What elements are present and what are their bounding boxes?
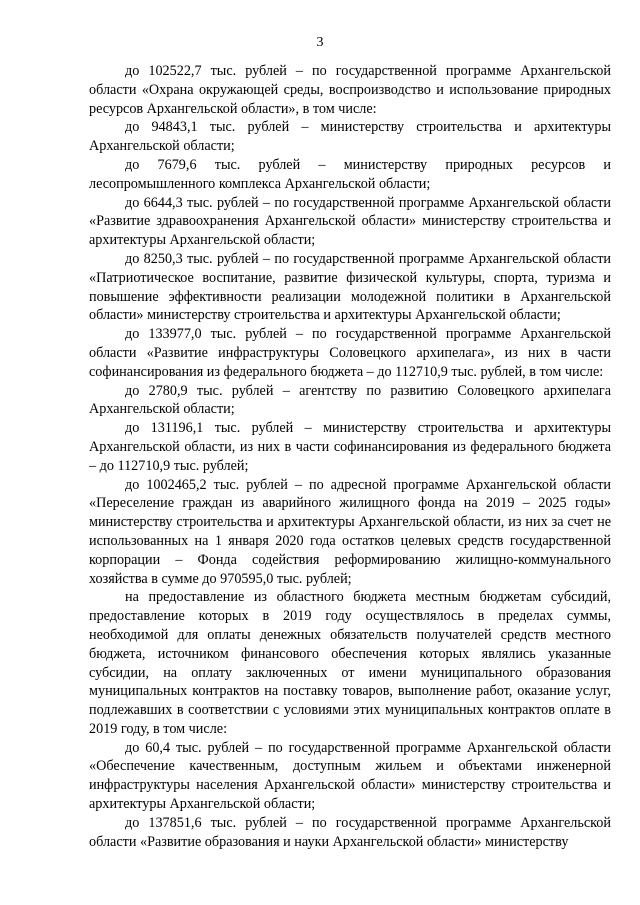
paragraph-4: до 6644,3 тыс. рублей – по государственной программе Архангельской области «Развитие здравоохранения Архангельской области» министерству строительства и архитектуры Архангельской области;	[89, 194, 611, 249]
paragraph-7: до 2780,9 тыс. рублей – агентству по развитию Соловецкого архипелага Архангельской области;	[89, 382, 611, 418]
document-body	[89, 62, 611, 851]
paragraph-2: до 94843,1 тыс. рублей – министерству строительства и архитектуры Архангельской области;	[89, 119, 611, 155]
paragraph-5: до 8250,3 тыс. рублей – по государственной программе Архангельской области «Патриотическое воспитание, развитие физической культуры, спорта, туризма и повышение эффективности реализации молодежной политики в Архангельской области» министерству строительства и архитектуры Архангельской области;	[89, 250, 611, 324]
paragraph-11: до 60,4 тыс. рублей – по государственной программе Архангельской области «Обеспечение качественным, доступным жильем и объектами инженерной инфраструктуры населения Архангельской области» министерству строительства и архитектуры Архангельской области;	[89, 739, 611, 813]
paragraph-6: до 133977,0 тыс. рублей – по государственной программе Архангельской области «Развитие инфраструктуры Соловецкого архипелага», из них в части софинансирования из федерального бюджета – до 112710,9 тыс. рублей, в том числе:	[89, 326, 611, 380]
paragraph-9: до 1002465,2 тыс. рублей – по адресной программе Архангельской области «Переселение граждан из аварийного жилищного фонда на 2019 – 2025 годы» министерству строительства и архитектуры Архангельской области, из них за счет не использованных на 1 января 2020 года остатков целевых средств государственной корпорации – Фонда содействия реформированию жилищно-коммунального хозяйства в сумме до 970595,0 тыс. рублей;	[89, 476, 611, 587]
paragraph-8: до 131196,1 тыс. рублей – министерству строительства и архитектуры Архангельской области, из них в части софинансирования из федерального бюджета – до 112710,9 тыс. рублей;	[89, 420, 611, 474]
paragraph-1: до 102522,7 тыс. рублей – по государственной программе Архангельской области «Охрана окружающей среды, воспроизводство и использование природных ресурсов Архангельской области», в том числе:	[89, 63, 611, 117]
paragraph-12: до 137851,6 тыс. рублей – по государственной программе Архангельской области «Развитие образования и науки Архангельской области» министерству	[89, 814, 611, 850]
page-number: 3	[316, 35, 324, 50]
paragraph-3: до 7679,6 тыс. рублей – министерству природных ресурсов и лесопромышленного комплекса Архангельской области;	[89, 156, 611, 192]
paragraph-10: на предоставление из областного бюджета местным бюджетам субсидий, предоставление которых в 2019 году осуществлялось в пределах суммы, необходимой для оплаты денежных обязательств получателей средств местного бюджета, источником финансового обеспечения которых являлись указанные субсидии, на оплату заключенных от имени муниципального образования муниципальных контрактов на поставку товаров, выполнение работ, оказание услуг, подлежавших в соответствии с условиями этих муниципальных контрактов оплате в 2019 году, в том числе:	[89, 589, 611, 737]
